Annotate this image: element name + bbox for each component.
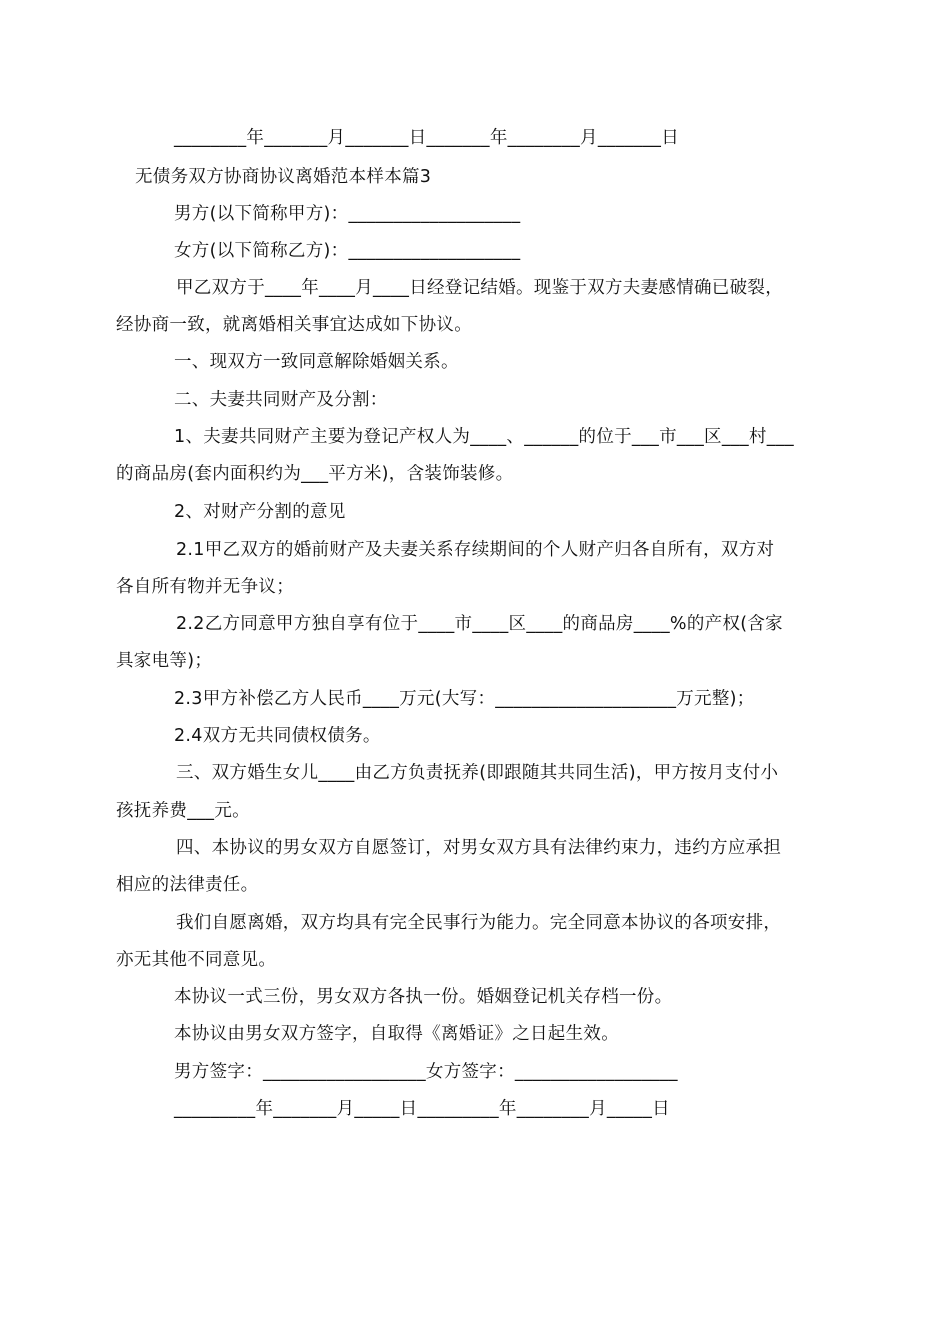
clause-3-line-2: 孩抚养费___元。: [116, 801, 250, 821]
clause-2-2-3: 2.3甲方补偿乙方人民币____万元(大写：____________________万元整)；: [174, 689, 755, 709]
signature-line: 男方签字：__________________女方签字：__________________: [174, 1062, 678, 1082]
intro-paragraph-line-2: 经协商一致，就离婚相关事宜达成如下协议。: [116, 315, 472, 335]
male-party-line: 男方(以下简称甲方)：___________________: [174, 204, 521, 224]
effective-clause: 本协议由男女双方签字，自取得《离婚证》之日起生效。: [174, 1024, 619, 1044]
clause-2-2-1-line-1: 2.1甲乙双方的婚前财产及夫妻关系存续期间的个人财产归各自所有，双方对: [176, 540, 775, 560]
clause-2-2-1-line-2: 各自所有物并无争议；: [116, 577, 294, 597]
statement-line-1: 我们自愿离婚，双方均具有完全民事行为能力。完全同意本协议的各项安排，: [176, 913, 782, 933]
clause-2-2-4: 2.4双方无共同债权债务。: [174, 726, 381, 746]
clause-2-2-2-line-2: 具家电等)；: [116, 651, 213, 671]
statement-line-2: 亦无其他不同意见。: [116, 950, 277, 970]
female-party-line: 女方(以下简称乙方)：___________________: [174, 241, 521, 261]
section-title: 无债务双方协商协议离婚范本样本篇3: [135, 167, 432, 187]
clause-4-line-1: 四、本协议的男女双方自愿签订，对男女双方具有法律约束力，违约方应承担: [176, 838, 782, 858]
clause-2-heading: 二、夫妻共同财产及分割：: [174, 390, 388, 410]
clause-2-1-line-2: 的商品房(套内面积约为___平方米)，含装饰装修。: [116, 464, 514, 484]
clause-1: 一、现双方一致同意解除婚姻关系。: [174, 352, 459, 372]
clause-2-1-line-1: 1、夫妻共同财产主要为登记产权人为____、______的位于___市___区___村___: [174, 427, 794, 447]
date-line-bottom: _________年_______月_____日_________年________月_____日: [174, 1099, 670, 1119]
intro-paragraph-line-1: 甲乙双方于____年____月____日经登记结婚。现鉴于双方夫妻感情确已破裂，: [176, 278, 783, 298]
clause-2-2-2-line-1: 2.2乙方同意甲方独自享有位于____市____区____的商品房____%的产权(含家: [176, 614, 783, 634]
copies-clause: 本协议一式三份，男女双方各执一份。婚姻登记机关存档一份。: [174, 987, 673, 1007]
clause-3-line-1: 三、双方婚生女儿____由乙方负责抚养(即跟随其共同生活)，甲方按月支付小: [176, 763, 779, 783]
clause-2-2-heading: 2、对财产分割的意见: [174, 502, 346, 522]
clause-4-line-2: 相应的法律责任。: [116, 875, 259, 895]
date-line-top: ________年_______月_______日_______年________月_______日: [174, 128, 679, 148]
